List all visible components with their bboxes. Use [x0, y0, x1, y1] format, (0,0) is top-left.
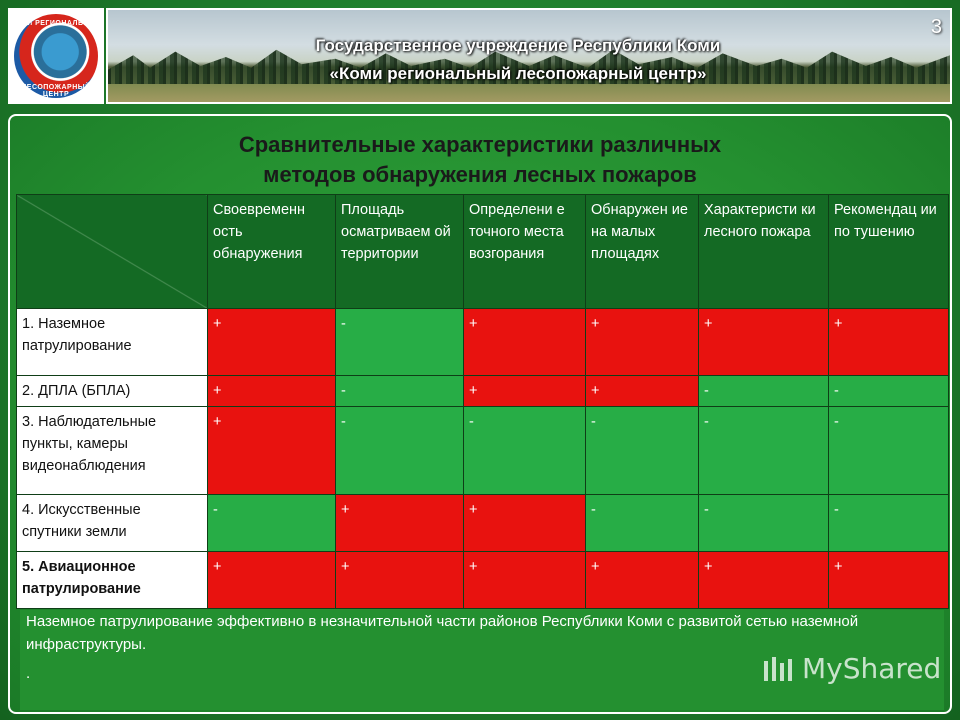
- content-panel: [8, 114, 952, 714]
- organization-title: [228, 32, 808, 88]
- organization-title-line1: Государственное учреждение Республики Коми: [315, 36, 721, 55]
- comparison-table: [16, 194, 949, 609]
- table-row: [17, 495, 949, 552]
- logo-text-bottom: ЛЕСОПОЖАРНЫЙ ЦЕНТР: [21, 84, 91, 98]
- rating-cell: -: [336, 407, 464, 495]
- rating-cell: -: [336, 309, 464, 376]
- rating-cell: +: [208, 552, 336, 609]
- slide-title-line1: Сравнительные характеристики различных: [238, 132, 722, 157]
- table-header-row: [17, 195, 949, 309]
- watermark-text: MyShared: [802, 652, 942, 685]
- watermark: [762, 652, 941, 685]
- rating-cell: +: [464, 552, 586, 609]
- rating-cell: -: [829, 376, 949, 407]
- rating-cell: +: [586, 552, 699, 609]
- table-row: [17, 376, 949, 407]
- column-header: Площадь осматриваем ой территории: [336, 195, 464, 309]
- summary-note-text: Наземное патрулирование эффективно в незначительной части районов Республики Коми с развитой сетью наземной инфраструктуры.: [26, 613, 859, 653]
- column-header: Обнаружен ие на малых площадях: [586, 195, 699, 309]
- rating-cell: -: [699, 407, 829, 495]
- table-row: [17, 552, 949, 609]
- rating-cell: -: [829, 495, 949, 552]
- organization-logo: [8, 8, 104, 104]
- slide-title-line2: методов обнаружения лесных пожаров: [263, 162, 697, 187]
- rating-cell: +: [208, 407, 336, 495]
- rating-cell: +: [699, 309, 829, 376]
- organization-title-line2: «Коми региональный лесопожарный центр»: [329, 64, 707, 83]
- rating-cell: -: [336, 376, 464, 407]
- rating-cell: +: [208, 376, 336, 407]
- table-row: [17, 309, 949, 376]
- column-header: Рекомендац ии по тушению: [829, 195, 949, 309]
- rating-cell: +: [464, 309, 586, 376]
- rating-cell: +: [336, 495, 464, 552]
- column-header: Своевременн ость обнаружения: [208, 195, 336, 309]
- rating-cell: +: [208, 309, 336, 376]
- rating-cell: +: [829, 309, 949, 376]
- row-label: 3. Наблюдательные пункты, камеры видеонаблюдения: [17, 407, 208, 495]
- rating-cell: -: [699, 495, 829, 552]
- row-label: 4. Искусственные спутники земли: [17, 495, 208, 552]
- table-corner-cell: [17, 195, 208, 309]
- row-label: 1. Наземное патрулирование: [17, 309, 208, 376]
- rating-cell: +: [464, 495, 586, 552]
- rating-cell: -: [464, 407, 586, 495]
- slide-number: 3: [930, 16, 942, 38]
- rating-cell: -: [586, 407, 699, 495]
- column-header: Определени е точного места возгорания: [464, 195, 586, 309]
- rating-cell: -: [586, 495, 699, 552]
- row-label: 2. ДПЛА (БПЛА): [17, 376, 208, 407]
- row-label: 5. Авиационное патрулирование: [17, 552, 208, 609]
- rating-cell: +: [336, 552, 464, 609]
- table-row: [17, 407, 949, 495]
- rating-cell: -: [208, 495, 336, 552]
- rating-cell: -: [829, 407, 949, 495]
- rating-cell: +: [586, 309, 699, 376]
- summary-note-trailing: .: [26, 665, 31, 682]
- slide-title: [110, 130, 850, 190]
- logo-text-top: КОМИ РЕГИОНАЛЬНЫЙ: [10, 20, 102, 27]
- rating-cell: -: [699, 376, 829, 407]
- table-body: [17, 309, 949, 609]
- rating-cell: +: [586, 376, 699, 407]
- header-banner: [106, 8, 952, 104]
- rating-cell: +: [464, 376, 586, 407]
- myshared-logo-icon: [762, 655, 798, 685]
- column-header: Характеристи ки лесного пожара: [699, 195, 829, 309]
- rating-cell: +: [829, 552, 949, 609]
- rating-cell: +: [699, 552, 829, 609]
